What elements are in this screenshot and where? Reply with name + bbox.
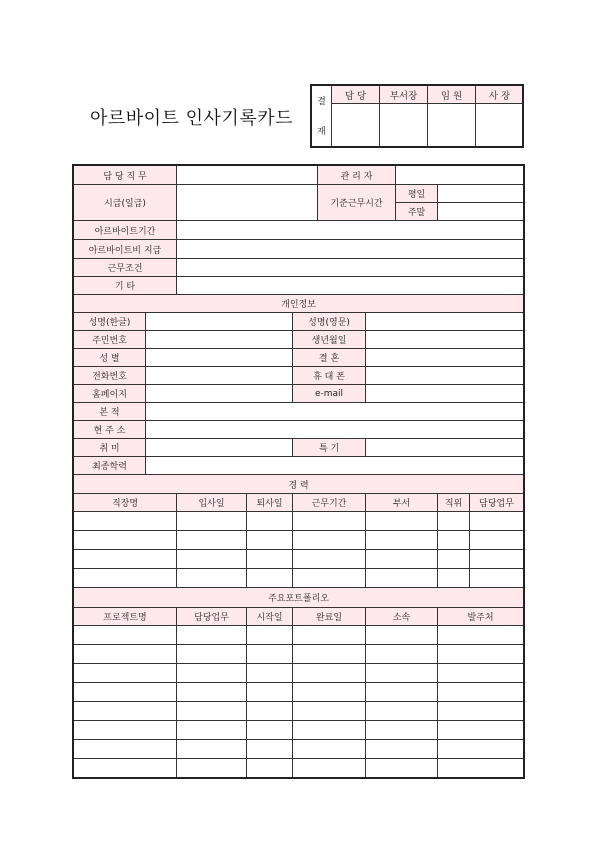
label-conditions: 근무조건 [74,259,177,277]
portfolio-row [74,626,524,645]
label-hourly-wage: 시급(일급) [74,185,177,221]
portfolio-cell[interactable] [74,759,177,778]
portfolio-header: 시작일 [247,608,293,626]
career-row [74,531,524,550]
label-staff-duty: 담 당 직 무 [74,166,177,185]
portfolio-cell[interactable] [438,626,524,645]
portfolio-cell[interactable] [247,702,293,721]
career-cell[interactable] [293,531,366,550]
field-personal[interactable] [146,367,293,385]
career-cell[interactable] [470,512,524,531]
portfolio-cell[interactable] [293,740,366,759]
career-cell[interactable] [247,569,293,588]
label-personal: 홈페이지 [74,385,146,403]
label-period: 아르바이트기간 [74,221,177,240]
portfolio-row [74,645,524,664]
career-cell[interactable] [293,550,366,569]
portfolio-cell[interactable] [366,664,438,683]
label-others: 기 타 [74,277,177,295]
career-cell[interactable] [438,512,470,531]
field-personal[interactable] [146,385,293,403]
field-personal[interactable] [366,313,524,331]
career-cell[interactable] [247,550,293,569]
portfolio-cell[interactable] [177,645,247,664]
label-weekday: 평일 [396,185,438,203]
approval-side-label: 결 재 [312,86,332,148]
career-cell[interactable] [470,550,524,569]
portfolio-cell[interactable] [438,645,524,664]
career-cell[interactable] [74,512,177,531]
portfolio-cell[interactable] [293,664,366,683]
field-personal[interactable] [366,385,524,403]
career-cell[interactable] [470,531,524,550]
career-row [74,569,524,588]
portfolio-cell[interactable] [177,759,247,778]
career-cell[interactable] [74,569,177,588]
portfolio-cell[interactable] [74,664,177,683]
section-career: 경 력 [74,475,524,494]
approval-sign-cell[interactable] [428,104,476,148]
career-cell[interactable] [177,512,247,531]
portfolio-cell[interactable] [293,645,366,664]
career-header: 담당업무 [470,494,524,512]
portfolio-row [74,664,524,683]
portfolio-cell[interactable] [177,740,247,759]
career-cell[interactable] [438,550,470,569]
portfolio-cell[interactable] [177,683,247,702]
approval-sign-cell[interactable] [476,104,524,148]
portfolio-cell[interactable] [366,702,438,721]
portfolio-cell[interactable] [74,645,177,664]
career-cell[interactable] [293,569,366,588]
portfolio-cell[interactable] [293,721,366,740]
label-manager: 관 리 자 [318,166,396,185]
portfolio-cell[interactable] [366,740,438,759]
portfolio-header: 담당업무 [177,608,247,626]
field-weekend[interactable] [438,203,524,221]
field-weekday[interactable] [438,185,524,203]
label-personal: 결 혼 [293,349,366,367]
field-skill[interactable] [366,439,524,457]
approval-sign-cell[interactable] [332,104,380,148]
field-period[interactable] [177,221,524,240]
portfolio-row [74,740,524,759]
label-personal: 성명(한글) [74,313,146,331]
portfolio-cell[interactable] [177,664,247,683]
portfolio-row [74,683,524,702]
portfolio-cell[interactable] [293,683,366,702]
career-header: 직장명 [74,494,177,512]
portfolio-cell[interactable] [366,759,438,778]
approval-header: 담 당 [332,86,380,104]
career-cell[interactable] [74,531,177,550]
field-personal[interactable] [146,313,293,331]
approval-header: 부서장 [380,86,428,104]
portfolio-cell[interactable] [293,626,366,645]
portfolio-cell[interactable] [366,683,438,702]
portfolio-cell[interactable] [247,645,293,664]
portfolio-cell[interactable] [74,740,177,759]
field-registered[interactable] [146,403,524,421]
career-cell[interactable] [177,550,247,569]
field-personal[interactable] [146,349,293,367]
career-cell[interactable] [438,569,470,588]
label-hobby: 취 미 [74,439,146,457]
portfolio-cell[interactable] [177,721,247,740]
portfolio-cell[interactable] [438,721,524,740]
career-cell[interactable] [74,550,177,569]
field-personal[interactable] [366,349,524,367]
section-portfolio: 주요포트폴리오 [74,588,524,608]
portfolio-cell[interactable] [438,664,524,683]
portfolio-header: 프로젝트명 [74,608,177,626]
portfolio-cell[interactable] [74,683,177,702]
label-education: 최종학력 [74,457,146,475]
field-address[interactable] [146,421,524,439]
field-payment[interactable] [177,240,524,259]
career-cell[interactable] [247,531,293,550]
approval-header: 임 원 [428,86,476,104]
field-conditions[interactable] [177,259,524,277]
career-cell[interactable] [247,512,293,531]
portfolio-cell[interactable] [293,702,366,721]
portfolio-cell[interactable] [366,721,438,740]
portfolio-row [74,702,524,721]
label-standard-hours: 기준근무시간 [318,185,396,221]
label-personal: 성 별 [74,349,146,367]
field-personal[interactable] [146,331,293,349]
portfolio-header: 발주처 [438,608,524,626]
label-skill: 특 기 [293,439,366,457]
field-staff-duty[interactable] [177,166,318,185]
record-form [73,165,524,778]
approval-table [311,85,524,148]
portfolio-cell[interactable] [247,721,293,740]
section-personal: 개인정보 [74,295,524,313]
approval-sign-cell[interactable] [380,104,428,148]
label-payment: 아르바이트비 지급 [74,240,177,259]
career-header: 직위 [438,494,470,512]
label-address: 현 주 소 [74,421,146,439]
portfolio-row [74,721,524,740]
label-weekend: 주말 [396,203,438,221]
label-personal: 주민번호 [74,331,146,349]
field-others[interactable] [177,277,524,295]
portfolio-cell[interactable] [247,740,293,759]
page-title: 아르바이트 인사기록카드 [90,108,293,129]
portfolio-cell[interactable] [247,664,293,683]
portfolio-cell[interactable] [438,702,524,721]
portfolio-cell[interactable] [247,683,293,702]
field-education[interactable] [146,457,524,475]
career-cell[interactable] [177,531,247,550]
career-header: 근무기간 [293,494,366,512]
portfolio-row [74,759,524,778]
portfolio-cell[interactable] [438,740,524,759]
approval-header: 사 장 [476,86,524,104]
career-cell[interactable] [366,531,438,550]
portfolio-cell[interactable] [74,702,177,721]
career-cell[interactable] [366,550,438,569]
field-hobby[interactable] [146,439,293,457]
label-personal: e-mail [293,385,366,403]
career-cell[interactable] [366,569,438,588]
label-personal: 생년월일 [293,331,366,349]
portfolio-cell[interactable] [74,721,177,740]
career-cell[interactable] [177,569,247,588]
portfolio-header: 완료일 [293,608,366,626]
field-manager[interactable] [396,166,524,185]
portfolio-cell[interactable] [177,702,247,721]
career-header: 퇴사일 [247,494,293,512]
portfolio-cell[interactable] [177,626,247,645]
portfolio-cell[interactable] [74,626,177,645]
field-hourly-wage[interactable] [177,185,318,221]
portfolio-cell[interactable] [247,759,293,778]
portfolio-header: 소속 [366,608,438,626]
label-registered: 본 적 [74,403,146,421]
portfolio-cell[interactable] [293,759,366,778]
career-cell[interactable] [366,512,438,531]
label-personal: 전화번호 [74,367,146,385]
portfolio-cell[interactable] [366,645,438,664]
career-cell[interactable] [438,531,470,550]
career-row [74,550,524,569]
career-row [74,512,524,531]
career-cell[interactable] [293,512,366,531]
career-cell[interactable] [470,569,524,588]
portfolio-cell[interactable] [438,683,524,702]
portfolio-cell[interactable] [366,626,438,645]
label-personal: 휴 대 폰 [293,367,366,385]
career-header: 입사일 [177,494,247,512]
portfolio-cell[interactable] [438,759,524,778]
field-personal[interactable] [366,367,524,385]
portfolio-cell[interactable] [247,626,293,645]
field-personal[interactable] [366,331,524,349]
career-header: 부서 [366,494,438,512]
label-personal: 성명(영문) [293,313,366,331]
